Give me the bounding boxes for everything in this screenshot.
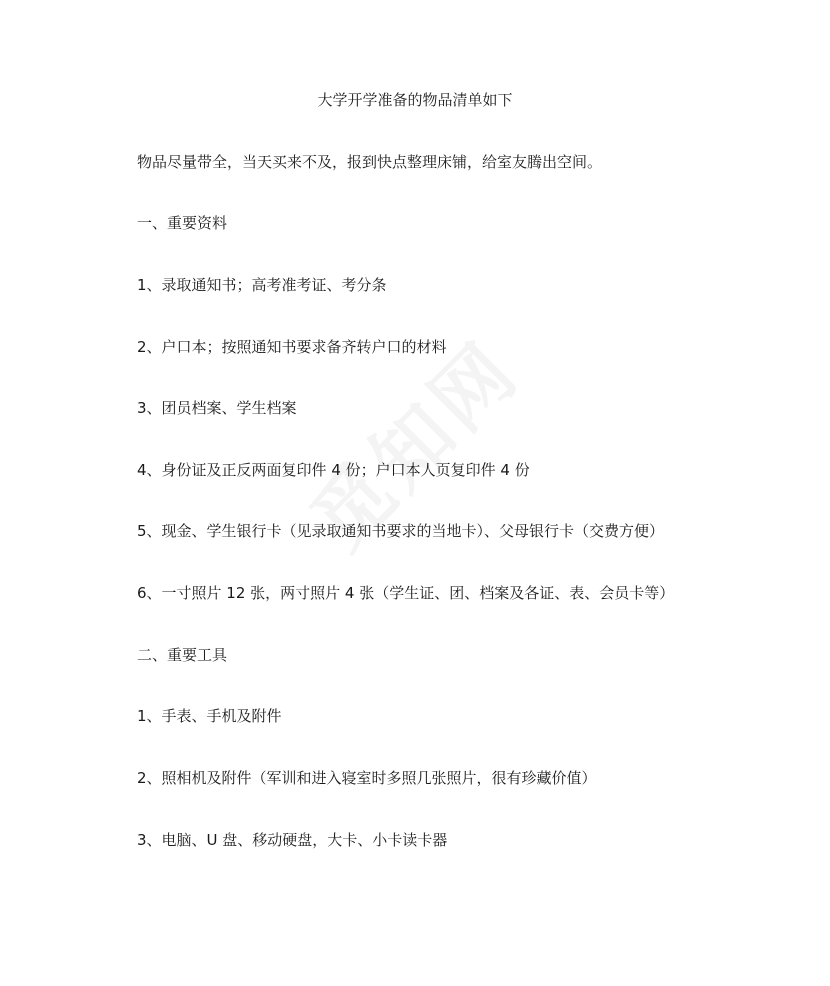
list-item: 2、照相机及附件（军训和进入寝室时多照几张照片，很有珍藏价值） (137, 769, 597, 787)
list-item: 3、团员档案、学生档案 (137, 399, 297, 417)
list-item: 1、录取通知书；高考准考证、考分条 (137, 276, 387, 294)
document-title: 大学开学准备的物品清单如下 (317, 91, 513, 109)
section-heading-tools: 二、重要工具 (137, 646, 228, 664)
list-item: 3、电脑、U 盘、移动硬盘，大卡、小卡读卡器 (137, 831, 448, 849)
intro-paragraph: 物品尽量带全，当天买来不及，报到快点整理床铺，给室友腾出空间。 (137, 153, 603, 171)
list-item: 4、身份证及正反两面复印件 4 份；户口本人页复印件 4 份 (137, 461, 530, 479)
list-item: 2、户口本；按照通知书要求备齐转户口的材料 (137, 338, 447, 356)
list-item: 5、现金、学生银行卡（见录取通知书要求的当地卡）、父母银行卡（交费方便） (137, 522, 665, 540)
list-item: 1、手表、手机及附件 (137, 707, 282, 725)
section-heading-materials: 一、重要资料 (137, 214, 228, 232)
list-item: 6、一寸照片 12 张，两寸照片 4 张（学生证、团、档案及各证、表、会员卡等） (137, 584, 675, 602)
